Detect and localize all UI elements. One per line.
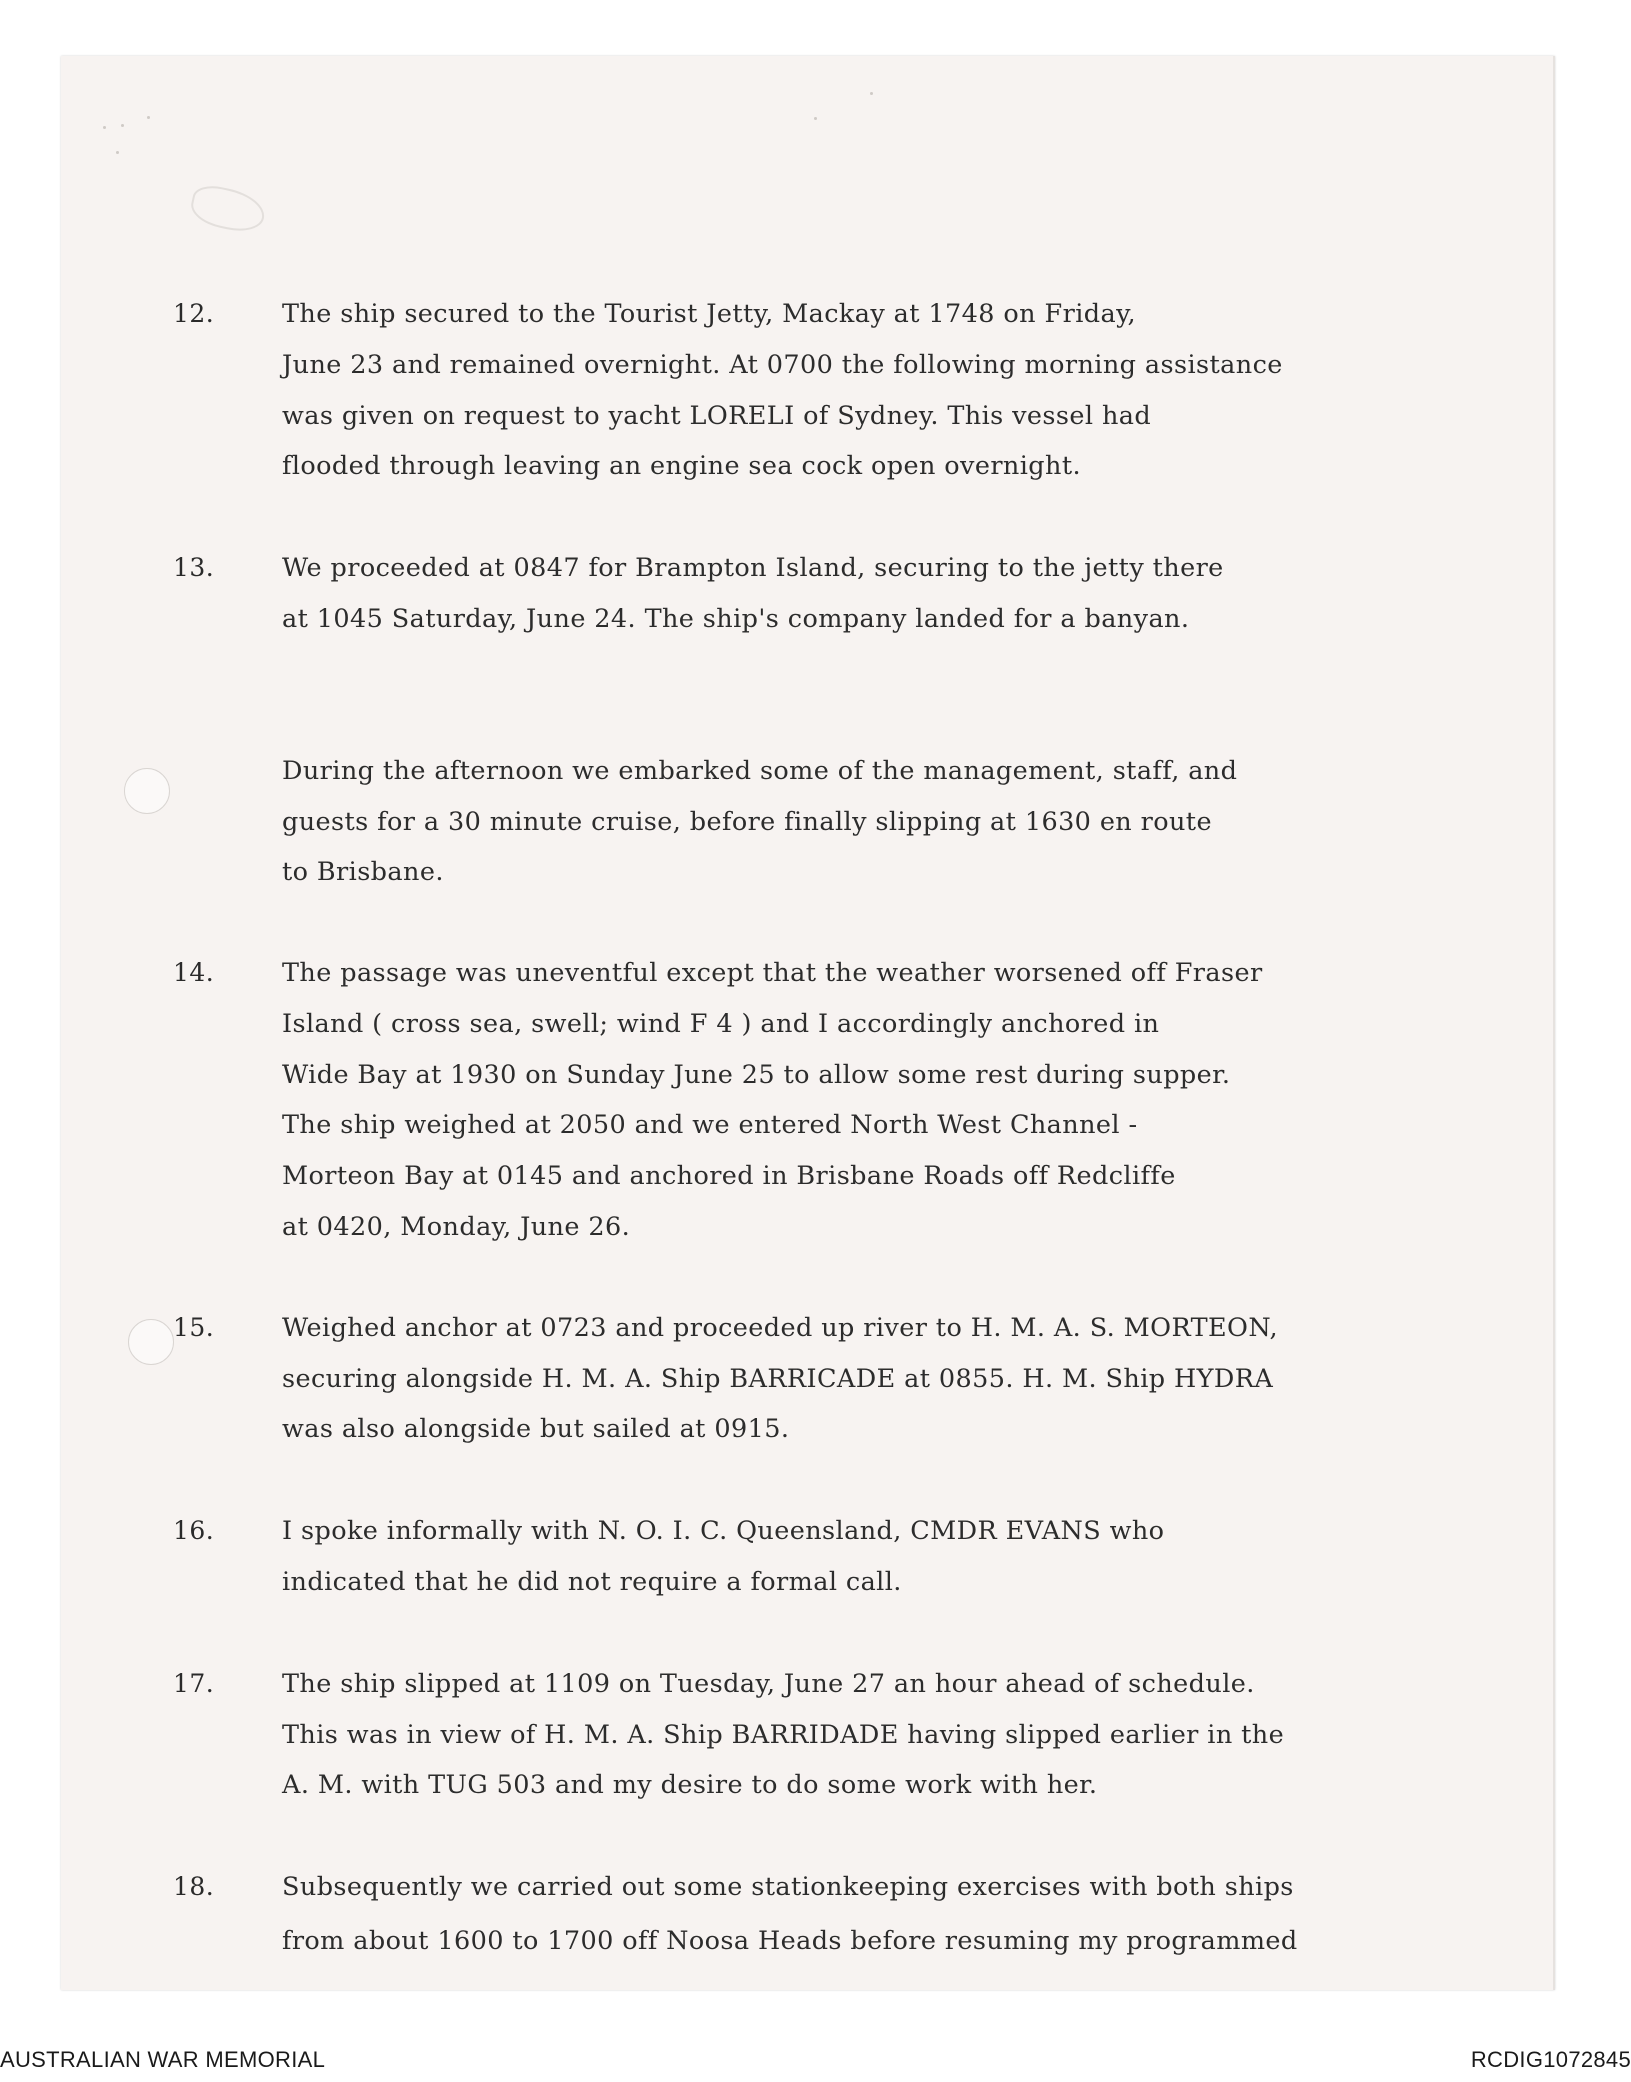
- paragraph-line: at 1045 Saturday, June 24. The ship's company landed for a banyan.: [282, 604, 1190, 634]
- paragraph-line: at 0420, Monday, June 26.: [282, 1212, 631, 1242]
- paragraph-line: A. M. with TUG 503 and my desire to do some work with her.: [282, 1770, 1098, 1800]
- paragraph-line: I spoke informally with N. O. I. C. Queensland, CMDR EVANS who: [282, 1516, 1165, 1546]
- paragraph-number: 13.: [173, 553, 215, 582]
- paragraph-line: was given on request to yacht LORELI of Sydney. This vessel had: [282, 401, 1152, 431]
- paper-speck: [870, 92, 873, 95]
- paragraph-line: The passage was uneventful except that the weather worsened off Fraser: [282, 958, 1263, 988]
- paragraph-number: 15.: [173, 1313, 215, 1342]
- paper-speck: [121, 124, 124, 127]
- paragraph-line: During the afternoon we embarked some of the management, staff, and: [282, 756, 1238, 786]
- paragraph-number: 14.: [173, 958, 215, 987]
- footer-archive-name: AUSTRALIAN WAR MEMORIAL: [0, 2047, 326, 2072]
- footer-record-id: RCDIG1072845: [1470, 2047, 1631, 2072]
- paper-speck: [147, 116, 150, 119]
- paragraph-line: Weighed anchor at 0723 and proceeded up river to H. M. A. S. MORTEON,: [282, 1313, 1278, 1343]
- paragraph-line: The ship weighed at 2050 and we entered North West Channel -: [282, 1110, 1138, 1140]
- punch-hole-upper: [124, 768, 170, 814]
- embossed-seal-mark: [188, 182, 269, 237]
- paper-speck: [103, 126, 106, 129]
- punch-hole-lower: [128, 1319, 174, 1365]
- paragraph-line: June 23 and remained overnight. At 0700 the following morning assistance: [282, 350, 1283, 380]
- paragraph-line: We proceeded at 0847 for Brampton Island, securing to the jetty there: [282, 553, 1224, 583]
- paragraph-line: Morteon Bay at 0145 and anchored in Brisbane Roads off Redcliffe: [282, 1161, 1176, 1191]
- paragraph-line: Wide Bay at 1930 on Sunday June 25 to allow some rest during supper.: [282, 1060, 1231, 1090]
- paper-speck: [814, 117, 817, 120]
- paragraph-line: securing alongside H. M. A. Ship BARRICADE at 0855. H. M. Ship HYDRA: [282, 1364, 1274, 1394]
- paragraph-line: Subsequently we carried out some stationkeeping exercises with both ships: [282, 1872, 1294, 1902]
- paragraph-line: to Brisbane.: [282, 857, 444, 887]
- paragraph-line: The ship secured to the Tourist Jetty, Mackay at 1748 on Friday,: [282, 299, 1137, 329]
- paragraph-line: was also alongside but sailed at 0915.: [282, 1414, 790, 1444]
- paragraph-line: indicated that he did not require a formal call.: [282, 1567, 902, 1597]
- paragraph-number: 17.: [173, 1669, 215, 1698]
- paragraph-line: from about 1600 to 1700 off Noosa Heads before resuming my programmed: [282, 1926, 1298, 1956]
- paragraph-number: 18.: [173, 1872, 215, 1901]
- paragraph-line: flooded through leaving an engine sea cock open overnight.: [282, 451, 1082, 481]
- paragraph-number: 12.: [173, 299, 215, 328]
- paragraph-line: The ship slipped at 1109 on Tuesday, June 27 an hour ahead of schedule.: [282, 1669, 1255, 1699]
- paragraph-line: guests for a 30 minute cruise, before finally slipping at 1630 en route: [282, 807, 1212, 837]
- paragraph-number: 16.: [173, 1516, 215, 1545]
- paper-speck: [116, 151, 119, 154]
- paragraph-line: This was in view of H. M. A. Ship BARRIDADE having slipped earlier in the: [282, 1720, 1285, 1750]
- paragraph-line: Island ( cross sea, swell; wind F 4 ) and I accordingly anchored in: [282, 1009, 1160, 1039]
- document-page: [61, 56, 1555, 1990]
